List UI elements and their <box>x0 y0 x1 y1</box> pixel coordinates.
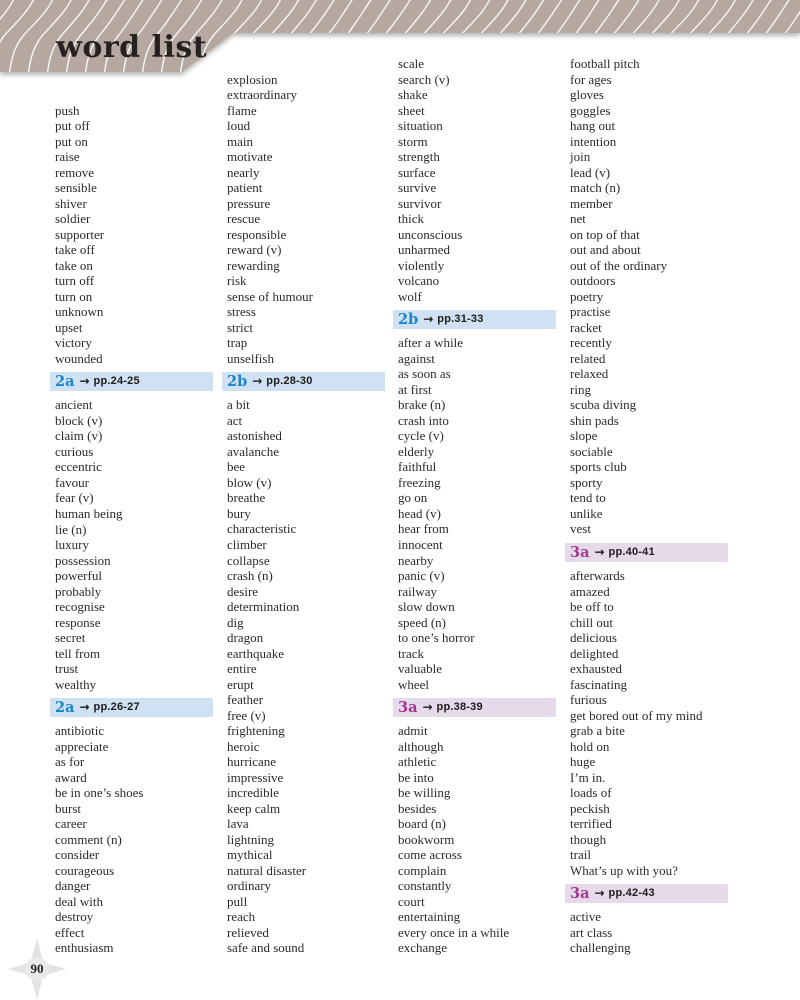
word-item: rewarding <box>227 257 280 273</box>
arrow-right-icon: → <box>79 374 90 389</box>
word-item: lie (n) <box>55 521 87 537</box>
word-item: art class <box>570 924 613 940</box>
word-item: delicious <box>570 630 617 646</box>
section-pill <box>222 372 385 391</box>
word-item: sporty <box>570 474 603 490</box>
word-item: victory <box>55 335 92 351</box>
section-header <box>50 366 221 397</box>
word-item: after a while <box>398 335 463 351</box>
word-column-4 <box>570 56 736 956</box>
word-item: racket <box>570 319 602 335</box>
word-item: head (v) <box>398 505 441 521</box>
word-item: trail <box>570 847 591 863</box>
section-pages: pp.28-30 <box>266 375 313 388</box>
word-item: desire <box>227 583 259 599</box>
word-item: grab a bite <box>570 723 625 739</box>
word-item: destroy <box>55 909 94 925</box>
section-id: 3a <box>570 544 590 561</box>
section-header <box>565 878 736 909</box>
word-item: constantly <box>398 878 452 894</box>
word-item: relaxed <box>570 366 609 382</box>
word-item: luxury <box>55 537 89 553</box>
section-id: 2a <box>55 373 75 391</box>
word-item: exhausted <box>570 661 622 677</box>
word-item: keep calm <box>227 800 281 816</box>
word-item: innocent <box>398 537 443 552</box>
word-item: astonished <box>227 428 282 444</box>
word-item: board (n) <box>398 816 447 832</box>
word-item: volcano <box>398 273 440 289</box>
word-item: frightening <box>227 723 285 739</box>
section-header <box>50 692 221 723</box>
word-item: climber <box>227 537 267 552</box>
word-item: terrified <box>570 816 612 832</box>
word-item: breathe <box>227 490 266 506</box>
section-pages: pp.26-27 <box>93 701 140 714</box>
word-item: intention <box>570 133 617 149</box>
word-item: out and about <box>570 242 641 258</box>
word-item: thick <box>398 211 424 227</box>
section-pill <box>50 698 213 717</box>
word-item: huge <box>570 754 596 770</box>
word-item: slope <box>570 428 598 444</box>
word-item: tell from <box>55 645 101 661</box>
word-item: curious <box>55 443 94 459</box>
word-item: challenging <box>570 940 631 956</box>
word-item: eccentric <box>55 459 102 475</box>
word-item: pull <box>227 893 248 909</box>
word-item: trap <box>227 335 248 351</box>
word-item: lava <box>227 816 249 832</box>
word-item: sociable <box>570 443 613 459</box>
word-column-3 <box>398 56 564 956</box>
word-item: although <box>398 738 444 754</box>
word-item: mythical <box>227 847 273 863</box>
word-item: as soon as <box>398 366 451 382</box>
word-item: active <box>570 909 602 925</box>
word-item: vest <box>570 521 591 537</box>
word-item: nearly <box>227 164 260 180</box>
word-item: storm <box>398 133 428 149</box>
word-item: match (n) <box>570 180 621 196</box>
word-item: take off <box>55 242 95 258</box>
word-item: crash (n) <box>227 568 273 584</box>
word-item: member <box>570 195 613 211</box>
word-item: remove <box>55 164 94 180</box>
word-item: enthusiasm <box>55 940 114 956</box>
word-item: relieved <box>227 924 269 940</box>
word-item: probably <box>55 583 102 599</box>
word-item: sheet <box>398 102 425 118</box>
word-item: responsible <box>227 226 287 242</box>
word-item: ring <box>570 381 591 397</box>
word-item: collapse <box>227 552 270 568</box>
word-item: secret <box>55 630 86 646</box>
word-item: possession <box>55 552 111 568</box>
word-item: survivor <box>398 195 442 211</box>
word-item: practise <box>570 304 611 320</box>
word-item: scuba diving <box>570 397 637 413</box>
word-item: stress <box>227 304 256 320</box>
word-item: fear (v) <box>55 490 94 506</box>
arrow-right-icon: → <box>422 700 433 715</box>
word-item: lead (v) <box>570 164 611 180</box>
word-item: deal with <box>55 893 104 909</box>
word-item: at first <box>398 381 432 397</box>
word-item: raise <box>55 149 80 165</box>
word-item: freezing <box>398 474 441 490</box>
page-number: 90 <box>30 961 44 976</box>
word-item: cycle (v) <box>398 428 444 444</box>
word-item: recognise <box>55 599 105 615</box>
word-item: response <box>55 614 101 630</box>
word-item: extraordinary <box>227 87 298 103</box>
word-item: unconscious <box>398 226 463 242</box>
word-item: be off to <box>570 599 614 615</box>
word-item: unlike <box>570 505 603 521</box>
section-pill <box>393 310 556 329</box>
word-item: wounded <box>55 350 103 366</box>
word-item: delighted <box>570 645 619 661</box>
word-item: natural disaster <box>227 862 307 878</box>
word-item: lightning <box>227 831 274 847</box>
word-item: elderly <box>398 443 435 459</box>
word-item: faithful <box>398 459 437 475</box>
word-item: furious <box>570 692 607 708</box>
word-item: hang out <box>570 118 616 134</box>
word-item: act <box>227 412 243 428</box>
section-pill <box>50 372 213 391</box>
word-item: avalanche <box>227 443 279 459</box>
section-pages: pp.40-41 <box>608 546 655 558</box>
word-item: be willing <box>398 785 451 801</box>
word-item: speed (n) <box>398 614 447 630</box>
word-item: be in one’s shoes <box>55 785 144 801</box>
word-item: claim (v) <box>55 428 103 444</box>
arrow-right-icon: → <box>423 312 434 327</box>
word-item: hold on <box>570 738 610 754</box>
word-item: brake (n) <box>398 397 446 413</box>
word-item: turn on <box>55 288 93 304</box>
word-item: related <box>570 350 606 366</box>
word-item: explosion <box>227 71 278 87</box>
word-item: ordinary <box>227 878 272 894</box>
word-item: effect <box>55 924 85 940</box>
word-item: antibiotic <box>55 723 105 739</box>
section-header <box>222 366 393 397</box>
word-item: wolf <box>398 288 422 304</box>
word-item: unselfish <box>227 350 274 366</box>
section-pages: pp.24-25 <box>93 375 140 388</box>
word-item: railway <box>398 583 437 599</box>
word-item: characteristic <box>227 521 297 537</box>
word-item: valuable <box>398 661 443 677</box>
word-item: I’m in. <box>570 769 606 785</box>
word-item: safe and sound <box>227 940 305 956</box>
word-item: outdoors <box>570 273 616 289</box>
word-item: on top of that <box>570 226 640 242</box>
word-item: impressive <box>227 769 284 785</box>
word-item: dig <box>227 614 244 630</box>
section-pages: pp.38-39 <box>436 701 483 714</box>
word-item: award <box>55 769 87 785</box>
word-item: hurricane <box>227 754 277 770</box>
word-item: bury <box>227 505 251 521</box>
word-item: scale <box>398 56 424 71</box>
word-item: loads of <box>570 785 612 801</box>
section-pages: pp.31-33 <box>437 313 484 326</box>
word-item: tend to <box>570 490 606 506</box>
word-item: sensible <box>55 180 97 196</box>
word-item: flame <box>227 102 257 118</box>
word-item: football pitch <box>570 56 640 71</box>
word-item: comment (n) <box>55 831 122 847</box>
word-item: besides <box>398 800 437 816</box>
word-item: out of the ordinary <box>570 257 668 273</box>
word-item: loud <box>227 118 251 134</box>
word-item: human being <box>55 506 123 521</box>
section-header <box>393 304 564 335</box>
word-item: appreciate <box>55 738 109 754</box>
section-id: 3a <box>398 699 418 717</box>
section-id: 2b <box>227 373 248 391</box>
word-item: motivate <box>227 149 273 165</box>
word-item: wheel <box>398 676 430 692</box>
section-id: 3a <box>570 885 590 903</box>
word-item: upset <box>55 319 83 335</box>
word-item: courageous <box>55 862 115 878</box>
section-pages: pp.42-43 <box>608 887 655 900</box>
arrow-right-icon: → <box>594 545 605 559</box>
word-item: search (v) <box>398 71 450 87</box>
word-item: against <box>398 350 435 366</box>
section-pill <box>565 884 728 903</box>
word-item: erupt <box>227 676 254 692</box>
word-column-2 <box>227 56 393 956</box>
section-header <box>565 537 736 568</box>
word-item: shake <box>398 87 428 103</box>
word-item: favour <box>55 474 89 490</box>
word-item: track <box>398 645 424 661</box>
word-item: amazed <box>570 583 610 599</box>
word-item: go on <box>398 490 428 506</box>
word-item: unknown <box>55 304 104 320</box>
word-item: reward (v) <box>227 242 282 258</box>
word-item: every once in a while <box>398 924 510 940</box>
word-item: afterwards <box>570 568 625 584</box>
word-item: feather <box>227 692 264 708</box>
word-item: panic (v) <box>398 568 445 584</box>
word-item: turn off <box>55 273 95 289</box>
word-item: trust <box>55 661 79 677</box>
word-item: goggles <box>570 102 611 118</box>
word-item: entire <box>227 661 257 677</box>
arrow-right-icon: → <box>252 374 263 389</box>
word-item: net <box>570 211 586 227</box>
word-item: chill out <box>570 614 613 630</box>
word-item: put off <box>55 118 90 134</box>
section-id: 2a <box>55 699 75 717</box>
word-item: fascinating <box>570 676 628 692</box>
word-item: athletic <box>398 754 437 770</box>
word-item: career <box>55 816 87 832</box>
word-item: block (v) <box>55 412 103 428</box>
word-item: sense of humour <box>227 288 313 304</box>
word-item: rescue <box>227 211 261 227</box>
word-item: poetry <box>570 288 604 304</box>
word-item: sports club <box>570 459 627 475</box>
word-item: be into <box>398 769 434 785</box>
word-item: consider <box>55 847 100 863</box>
word-item: burst <box>55 800 81 816</box>
word-item: blow (v) <box>227 474 272 490</box>
word-item: shiver <box>55 195 87 211</box>
page-title: word list <box>56 30 208 65</box>
word-item: entertaining <box>398 909 461 925</box>
word-item: main <box>227 133 253 149</box>
word-item: to one’s horror <box>398 630 475 646</box>
word-item: wealthy <box>55 676 97 692</box>
word-item: though <box>570 831 607 847</box>
word-item: peckish <box>570 800 610 816</box>
word-item: powerful <box>55 568 102 584</box>
page-number-compass <box>8 938 66 1000</box>
word-item: free (v) <box>227 707 266 723</box>
word-item: get bored out of my mind <box>570 707 703 723</box>
word-item: court <box>398 893 425 909</box>
section-header <box>393 692 564 723</box>
section-pill <box>393 698 556 717</box>
word-item: risk <box>227 273 247 289</box>
word-item: ancient <box>55 397 93 413</box>
word-item: determination <box>227 599 300 615</box>
word-item: What’s up with you? <box>570 862 678 878</box>
word-item: unharmed <box>398 242 450 258</box>
word-item: recently <box>570 335 612 351</box>
section-pill <box>565 543 728 562</box>
word-item: hear from <box>398 521 449 537</box>
word-item: crash into <box>398 412 449 428</box>
word-item: come across <box>398 847 462 863</box>
word-item: complain <box>398 862 447 878</box>
word-item: take on <box>55 257 93 273</box>
word-item: survive <box>398 180 437 196</box>
section-id: 2b <box>398 311 419 329</box>
word-item: a bit <box>227 397 250 413</box>
word-item: heroic <box>227 738 260 754</box>
word-item: dragon <box>227 630 264 646</box>
word-item: admit <box>398 723 428 739</box>
word-item: earthquake <box>227 645 285 661</box>
word-item: bookworm <box>398 831 455 847</box>
word-item: reach <box>227 909 256 925</box>
word-item: danger <box>55 878 91 894</box>
arrow-right-icon: → <box>79 700 90 715</box>
word-item: shin pads <box>570 412 619 428</box>
word-item: join <box>570 149 591 165</box>
word-item: pressure <box>227 195 271 211</box>
word-item: strength <box>398 149 440 165</box>
word-item: patient <box>227 180 263 196</box>
word-item: supporter <box>55 226 105 242</box>
word-item: violently <box>398 257 445 273</box>
arrow-right-icon: → <box>594 886 605 901</box>
word-item: exchange <box>398 940 448 956</box>
word-item: strict <box>227 319 253 335</box>
word-item: as for <box>55 754 85 770</box>
word-item: for ages <box>570 71 612 87</box>
word-item: slow down <box>398 599 455 615</box>
word-item: push <box>55 102 80 118</box>
word-item: situation <box>398 118 443 134</box>
word-item: gloves <box>570 87 604 103</box>
word-item: soldier <box>55 211 91 227</box>
word-item: nearby <box>398 552 434 568</box>
word-column-1 <box>55 56 221 956</box>
word-item: bee <box>227 459 246 475</box>
word-item: incredible <box>227 785 279 801</box>
word-item: put on <box>55 133 88 149</box>
word-item: surface <box>398 164 436 180</box>
